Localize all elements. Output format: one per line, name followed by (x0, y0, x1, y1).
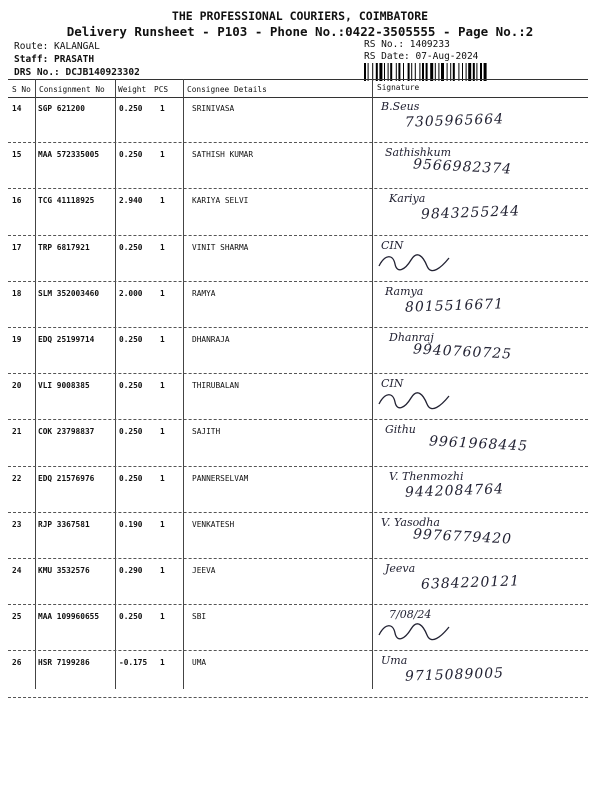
row-weight: 0.250 (119, 473, 143, 483)
handwritten-signature (375, 285, 504, 314)
row-consignee: VINIT SHARMA (192, 242, 249, 252)
row-separator (8, 604, 588, 605)
row-weight: 0.190 (119, 519, 143, 529)
signature-scribble (375, 621, 455, 641)
row-sno: 15 (12, 150, 22, 160)
signature-phone: 9976779420 (412, 526, 513, 548)
column-header-signature: Signature (377, 83, 420, 92)
handwritten-signature (375, 377, 455, 410)
row-sno: 23 (12, 519, 22, 529)
row-separator (8, 142, 588, 143)
row-sno: 24 (12, 566, 22, 575)
row-sno: 21 (12, 427, 22, 437)
row-pcs: 1 (160, 104, 165, 113)
signature-phone: 6384220121 (420, 573, 521, 593)
handwritten-signature (375, 239, 455, 272)
row-sno: 20 (12, 381, 22, 391)
route-label: Route: KALANGAL (14, 41, 100, 52)
row-consignee: JEEVA (192, 566, 216, 575)
column-divider (35, 79, 36, 689)
signature-phone: 7305965664 (404, 111, 505, 131)
row-consignee: SRINIVASA (192, 104, 235, 113)
company-title: THE PROFESSIONAL COURIERS, COIMBATORE (171, 9, 429, 23)
signature-name: V. Yasodha (381, 515, 440, 529)
handwritten-signature (375, 470, 504, 499)
row-consignment-no: EDQ 25199714 (38, 335, 95, 344)
rs-date: RS Date: 07-Aug-2024 (364, 51, 479, 62)
header-bottom-line (8, 97, 588, 98)
row-sno: 17 (12, 242, 22, 252)
row-pcs: 1 (160, 427, 165, 437)
column-header-consignment: Consignment No (39, 85, 105, 94)
row-pcs: 1 (160, 150, 165, 160)
row-consignment-no: TCG 41118925 (38, 196, 95, 206)
signature-phone: 8015516671 (404, 296, 505, 316)
signature-name: 7/08/24 (389, 608, 432, 622)
column-header-sno: S No (12, 85, 31, 94)
row-consignee: SAJITH (192, 427, 221, 437)
handwritten-signature (375, 423, 529, 455)
signature-phone: 9566982374 (412, 156, 513, 178)
signature-name: Sathishkum (385, 146, 452, 160)
signature-scribble (375, 252, 455, 272)
row-sno: 19 (12, 335, 22, 344)
row-sno: 18 (12, 288, 22, 298)
signature-name: CIN (381, 377, 404, 391)
row-pcs: 1 (160, 519, 165, 529)
handwritten-signature (375, 331, 513, 363)
row-pcs: 1 (160, 288, 165, 298)
runsheet-subtitle: Delivery Runsheet - P103 - Phone No.:0422-3505555 - Page No.:2 (66, 24, 534, 39)
row-weight: 0.250 (119, 242, 143, 252)
drs-number: DRS No.: DCJB140923302 (14, 67, 140, 78)
row-pcs: 1 (160, 335, 165, 344)
column-divider (115, 79, 116, 689)
row-separator (8, 512, 588, 513)
signature-name: Uma (381, 654, 408, 668)
row-consignee: PANNERSELVAM (192, 473, 249, 483)
handwritten-signature (375, 146, 513, 178)
row-weight: 0.250 (119, 150, 143, 160)
row-consignment-no: VLI 9008385 (38, 381, 90, 391)
handwritten-signature (375, 515, 513, 548)
handwritten-signature (375, 100, 504, 129)
row-consignment-no: SGP 621200 (38, 104, 85, 113)
signature-name: V. Thenmozhi (389, 469, 464, 483)
signature-scribble (375, 390, 455, 410)
column-header-weight: Weight (118, 85, 147, 94)
row-weight: 0.250 (119, 427, 143, 437)
signature-name: Githu (385, 423, 416, 437)
row-separator (8, 697, 588, 698)
row-separator (8, 327, 588, 328)
row-separator (8, 373, 588, 374)
row-sno: 25 (12, 612, 22, 622)
row-consignee: VENKATESH (192, 519, 235, 529)
signature-phone: 9442084764 (404, 480, 505, 501)
row-separator (8, 558, 588, 559)
signature-name: CIN (381, 238, 404, 252)
column-divider (183, 79, 184, 689)
signature-name: B.Seus (381, 100, 420, 113)
row-pcs: 1 (160, 658, 165, 668)
row-separator (8, 466, 588, 467)
row-pcs: 1 (160, 612, 165, 622)
row-separator (8, 235, 588, 236)
row-consignee: UMA (192, 658, 207, 668)
signature-phone: 9940760725 (412, 341, 513, 363)
row-weight: 2.940 (119, 196, 143, 206)
row-consignee: RAMYA (192, 288, 216, 298)
row-sno: 14 (12, 104, 22, 113)
staff-label: Staff: PRASATH (14, 54, 95, 65)
column-divider (372, 79, 373, 689)
row-weight: 0.250 (119, 381, 143, 391)
row-weight: 0.250 (119, 612, 143, 622)
column-header-pcs: PCS (154, 85, 169, 94)
column-header-consignee: Consignee Details (187, 85, 267, 94)
row-pcs: 1 (160, 196, 165, 206)
handwritten-signature (375, 192, 521, 224)
row-consignee: DHANRAJA (192, 335, 230, 344)
row-sno: 26 (12, 658, 22, 668)
row-separator (8, 650, 588, 651)
rs-number: RS No.: 1409233 (364, 39, 450, 50)
row-consignment-no: MAA 109960655 (38, 612, 100, 622)
row-consignment-no: TRP 6817921 (38, 242, 90, 252)
row-sno: 22 (12, 473, 22, 483)
signature-phone: 9961968445 (428, 433, 529, 455)
signature-phone: 9715089005 (404, 665, 505, 686)
row-weight: -0.175 (119, 658, 148, 668)
row-consignment-no: SLM 352003460 (38, 288, 100, 298)
row-consignee: THIRUBALAN (192, 381, 239, 391)
row-consignment-no: KMU 3532576 (38, 566, 90, 575)
row-pcs: 1 (160, 566, 165, 575)
row-consignment-no: HSR 7199286 (38, 658, 90, 668)
row-pcs: 1 (160, 242, 165, 252)
handwritten-signature (375, 562, 520, 591)
row-pcs: 1 (160, 381, 165, 391)
row-consignee: SATHISH KUMAR (192, 150, 254, 160)
signature-name: Kariya (389, 192, 426, 206)
row-separator (8, 419, 588, 420)
row-separator (8, 188, 588, 189)
row-pcs: 1 (160, 473, 165, 483)
row-sno: 16 (12, 196, 22, 206)
handwritten-signature (375, 654, 505, 686)
row-consignment-no: COK 23798837 (38, 427, 95, 437)
row-consignee: KARIYA SELVI (192, 196, 249, 206)
signature-name: Dhanraj (389, 331, 434, 344)
row-consignment-no: MAA 572335005 (38, 150, 100, 160)
signature-phone: 9843255244 (420, 203, 521, 224)
table-top-line (8, 79, 588, 80)
row-separator (8, 281, 588, 282)
signature-name: Jeeva (385, 562, 416, 575)
row-weight: 0.250 (119, 335, 143, 344)
row-consignment-no: RJP 3367581 (38, 519, 90, 529)
handwritten-signature (375, 608, 455, 641)
row-weight: 0.290 (119, 566, 143, 575)
row-weight: 2.000 (119, 288, 143, 298)
row-consignee: SBI (192, 612, 207, 622)
row-weight: 0.250 (119, 104, 143, 113)
signature-name: Ramya (385, 284, 424, 298)
row-consignment-no: EDQ 21576976 (38, 473, 95, 483)
